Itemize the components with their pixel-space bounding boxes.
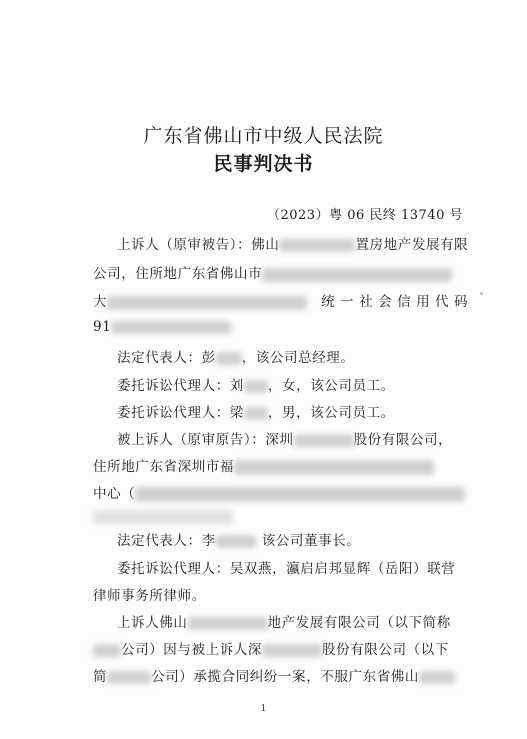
scan-speck (480, 292, 483, 295)
case-intro-b: 地产发展有限公司（以下简称 (267, 615, 451, 631)
redaction (107, 296, 307, 310)
legal-rep-line (117, 346, 355, 366)
agent-label-1: 委托诉讼代理人：刘 (117, 378, 244, 394)
appellee-credit-line (93, 508, 233, 524)
appellee-address-line (93, 455, 434, 475)
legal-rep-label: 法定代表人：彭 (117, 350, 216, 366)
appellant-label: 上诉人（原审被告）：佛山 (117, 237, 280, 253)
appellee-address-cont-line (93, 482, 465, 502)
appellee-address-cont: 中心（ (93, 486, 136, 502)
case-intro-e: 简 (93, 669, 108, 685)
address-fragment: 大 (93, 294, 108, 310)
credit-code-label: 统 一 社 会 信 用 代 码 (321, 294, 469, 310)
redaction (111, 321, 231, 334)
legal-rep-title: ，该公司总经理。 (241, 350, 355, 366)
case-intro-line-2 (93, 638, 449, 658)
redaction (294, 434, 354, 447)
case-intro-line-1 (117, 611, 451, 631)
appellee-line (117, 428, 452, 448)
redaction (419, 671, 455, 684)
page-number: 1 (260, 704, 267, 714)
case-intro-f: 公司）承揽合同纠纷一案，不服广东省佛山 (151, 669, 420, 685)
appellant-line (117, 233, 468, 253)
credit-code-value-line (93, 319, 231, 335)
redaction (188, 617, 268, 630)
appellee-agent-cont: 律师事务所律师。 (93, 588, 206, 604)
appellee-address: 住所地广东省深圳市福 (93, 459, 234, 475)
appellee-label: 被上诉人（原审原告）：深圳 (117, 432, 294, 448)
redaction (216, 352, 242, 365)
redaction (279, 239, 355, 252)
credit-code-prefix: 91 (93, 319, 112, 335)
agent-line-1 (117, 374, 395, 394)
appellee-legal-rep-line (117, 529, 360, 549)
appellee-agent-cont-line (93, 584, 206, 604)
redaction (93, 510, 233, 524)
case-intro-c: 公司）因与被上诉人深 (121, 642, 262, 658)
case-intro-line-3 (93, 665, 455, 685)
credit-code-line (93, 290, 468, 310)
appellee-agent-line (117, 557, 455, 577)
appellee-legal-rep-title: 该公司董事长。 (261, 533, 361, 549)
agent-label-2: 委托诉讼代理人：梁 (117, 405, 244, 421)
case-intro-a: 上诉人佛山 (117, 615, 188, 631)
redaction (107, 671, 151, 684)
agent-desc-2: ，男，该公司员工。 (267, 405, 395, 421)
redaction (234, 460, 434, 475)
redaction (216, 535, 256, 548)
redaction (262, 268, 452, 282)
case-intro-d: 股份有限公司（以下 (322, 642, 449, 658)
redaction (262, 644, 322, 657)
redaction (244, 380, 268, 393)
appellant-address: 公司，住所地广东省佛山市 (93, 266, 263, 282)
redaction (244, 407, 268, 420)
redaction (93, 644, 121, 657)
appellant-name-tail: 置房地产发展有限 (355, 237, 469, 253)
appellee-agent-text: 委托诉讼代理人：吴双燕，瀛启启邦显辉（岳阳）联营 (117, 561, 456, 577)
appellant-address-line (93, 262, 452, 282)
agent-desc-1: ，女，该公司员工。 (267, 378, 395, 394)
redaction (135, 487, 465, 502)
document-type-title: 民事判决书 (213, 153, 314, 175)
appellee-legal-rep-label: 法定代表人：李 (117, 533, 216, 549)
case-number: （2023）粤 06 民终 13740 号 (266, 208, 463, 223)
agent-line-2 (117, 401, 395, 421)
appellee-name-tail: 股份有限公司， (353, 432, 453, 448)
court-name: 广东省佛山市中级人民法院 (143, 125, 384, 147)
